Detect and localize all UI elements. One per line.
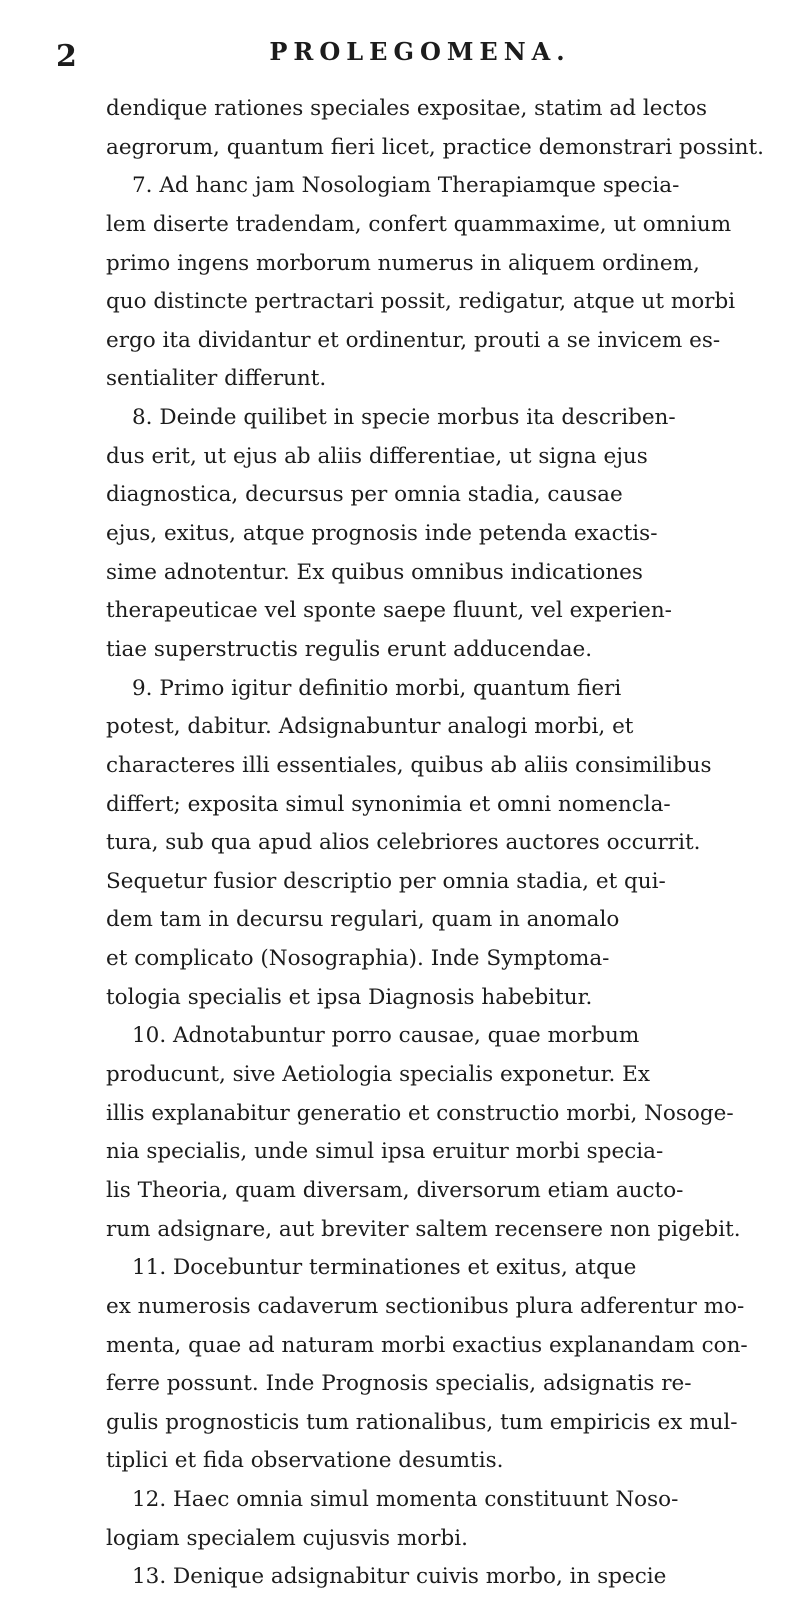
text-line: lem diserte tradendam, confert quammaxime, ut omnium bbox=[106, 211, 732, 237]
text-line: producunt, sive Aetiologia specialis exponetur. Ex bbox=[106, 1062, 650, 1088]
text-line: et complicato (Nosographia). Inde Symptoma- bbox=[106, 946, 610, 972]
text-line: diagnostica, decursus per omnia stadia, causae bbox=[106, 482, 623, 508]
text-line: 11. Docebuntur terminationes et exitus, atque bbox=[132, 1255, 637, 1281]
text-line: rum adsignare, aut breviter saltem recensere non pigebit. bbox=[106, 1216, 741, 1242]
text-line: ex numerosis cadaverum sectionibus plura adferentur mo- bbox=[106, 1293, 745, 1319]
text-line: therapeuticae vel sponte saepe fluunt, vel experien- bbox=[106, 598, 672, 624]
body-text bbox=[106, 90, 796, 1597]
text-line: menta, quae ad naturam morbi exactius explanandam con- bbox=[106, 1332, 748, 1358]
text-line: illis explanabitur generatio et constructio morbi, Nosoge- bbox=[106, 1100, 734, 1126]
text-line: potest, dabitur. Adsignabuntur analogi morbi, et bbox=[106, 714, 634, 740]
text-line: logiam specialem cujusvis morbi. bbox=[106, 1525, 468, 1551]
text-line: tologia specialis et ipsa Diagnosis habebitur. bbox=[106, 984, 593, 1010]
text-line: differt; exposita simul synonimia et omni nomencla- bbox=[106, 791, 671, 817]
text-line: aegrorum, quantum fieri licet, practice demonstrari possint. bbox=[106, 134, 764, 160]
text-line: ferre possunt. Inde Prognosis specialis, adsignatis re- bbox=[106, 1371, 692, 1397]
text-line: 10. Adnotabuntur porro causae, quae morbum bbox=[132, 1023, 640, 1049]
text-line: dem tam in decursu regulari, quam in anomalo bbox=[106, 907, 620, 933]
text-line: Sequetur fusior descriptio per omnia stadia, et qui- bbox=[106, 868, 666, 894]
text-line: tiplici et fida observatione desumtis. bbox=[106, 1448, 504, 1474]
text-line: sime adnotentur. Ex quibus omnibus indicationes bbox=[106, 559, 643, 585]
text-line: lis Theoria, quam diversam, diversorum etiam aucto- bbox=[106, 1177, 684, 1203]
text-line: quo distincte pertractari possit, redigatur, atque ut morbi bbox=[106, 289, 736, 315]
text-line: ejus, exitus, atque prognosis inde petenda exactis- bbox=[106, 521, 658, 547]
text-line: nia specialis, unde simul ipsa eruitur morbi specia- bbox=[106, 1139, 664, 1165]
text-line: sentialiter differunt. bbox=[106, 366, 327, 392]
text-line: gulis prognosticis tum rationalibus, tum empiricis ex mul- bbox=[106, 1409, 738, 1435]
text-line: characteres illi essentiales, quibus ab aliis consimilibus bbox=[106, 752, 712, 778]
text-line: dus erit, ut ejus ab aliis differentiae, ut signa ejus bbox=[106, 443, 648, 469]
text-line: primo ingens morborum numerus in aliquem ordinem, bbox=[106, 250, 700, 276]
text-line: tiae superstructis regulis erunt adducendae. bbox=[106, 636, 593, 662]
text-line: tura, sub qua apud alios celebriores auctores occurrit. bbox=[106, 830, 701, 856]
text-line: ergo ita dividantur et ordinentur, prouti a se invicem es- bbox=[106, 327, 721, 353]
text-line: 9. Primo igitur definitio morbi, quantum fieri bbox=[132, 675, 622, 701]
text-line: 7. Ad hanc jam Nosologiam Therapiamque specia- bbox=[132, 173, 680, 199]
text-line: dendique rationes speciales expositae, statim ad lectos bbox=[106, 96, 708, 121]
text-line: 8. Deinde quilibet in specie morbus ita describen- bbox=[132, 405, 676, 431]
page-number: 2 bbox=[56, 39, 77, 74]
running-head: PROLEGOMENA. bbox=[269, 37, 571, 66]
text-line: 13. Denique adsignabitur cuivis morbo, in specie bbox=[132, 1564, 667, 1590]
text-line: 12. Haec omnia simul momenta constituunt Noso- bbox=[132, 1487, 679, 1513]
